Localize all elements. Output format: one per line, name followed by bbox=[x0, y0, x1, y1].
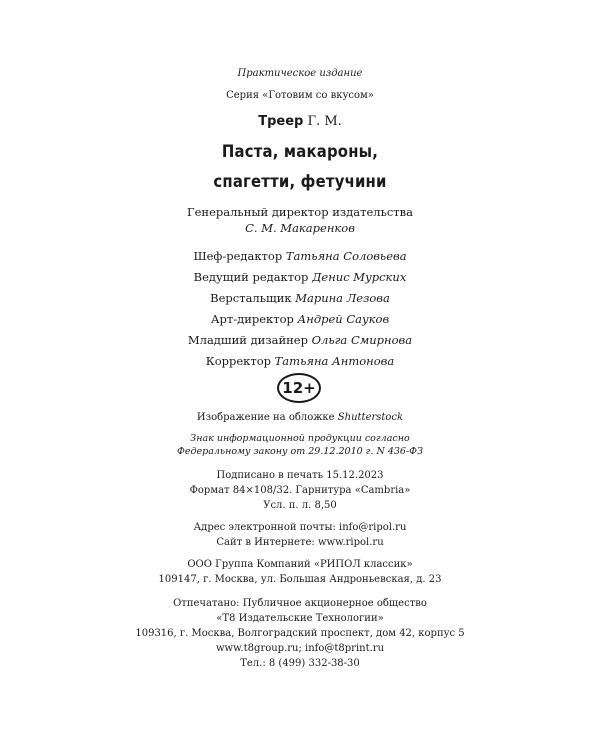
printer-line-1: Отпечатано: Публичное акционерное общество bbox=[173, 598, 427, 609]
edition-type: Практическое издание bbox=[237, 68, 363, 79]
staff-name: Ольга Смирнова bbox=[311, 333, 413, 347]
contact-website: Сайт в Интернете: www.ripol.ru bbox=[216, 537, 384, 548]
staff-row bbox=[0, 291, 600, 305]
print-sheets: Усл. п. л. 8,50 bbox=[263, 500, 337, 511]
series-name: Серия «Готовим со вкусом» bbox=[226, 90, 374, 101]
author-line bbox=[0, 114, 600, 129]
staff-role: Ведущий редактор bbox=[193, 270, 309, 284]
cover-image-label: Изображение на обложке bbox=[196, 412, 335, 423]
publisher-address: 109147, г. Москва, ул. Большая Андроньевская, д. 23 bbox=[158, 574, 442, 585]
book-title-line-1: Паста, макароны, bbox=[221, 142, 379, 161]
staff-name: Андрей Сауков bbox=[297, 312, 390, 326]
author-initials: Г. М. bbox=[307, 114, 342, 129]
staff-name: Денис Мурских bbox=[312, 270, 407, 284]
staff-role: Верстальщик bbox=[210, 291, 292, 305]
staff-row bbox=[0, 270, 600, 284]
info-notice-line-1: Знак информационной продукции согласно bbox=[190, 433, 410, 444]
cover-image-credit bbox=[0, 412, 600, 423]
publisher-name: ООО Группа Компаний «РИПОЛ классик» bbox=[187, 559, 413, 570]
director-role: Генеральный директор издательства bbox=[187, 205, 413, 219]
print-signed-date: Подписано в печать 15.12.2023 bbox=[216, 470, 384, 481]
staff-row bbox=[0, 249, 600, 263]
print-format: Формат 84×108/32. Гарнитура «Cambria» bbox=[189, 485, 411, 496]
info-notice-line-2: Федеральному закону от 29.12.2010 г. N 436-ФЗ bbox=[176, 446, 423, 457]
cover-image-source: Shutterstock bbox=[337, 412, 404, 423]
author-surname: Треер bbox=[258, 114, 304, 129]
contact-email: Адрес электронной почты: info@ripol.ru bbox=[193, 522, 407, 533]
book-title-line-2: спагетти, фетучини bbox=[213, 172, 387, 191]
staff-role: Корректор bbox=[205, 354, 271, 368]
staff-role: Шеф-редактор bbox=[193, 249, 283, 263]
staff-role: Арт-директор bbox=[210, 312, 294, 326]
staff-name: Марина Лезова bbox=[295, 291, 390, 305]
printer-phone: Тел.: 8 (499) 332-38-30 bbox=[240, 658, 360, 669]
age-rating-badge: 12+ bbox=[277, 373, 321, 403]
printer-line-2: «Т8 Издательские Технологии» bbox=[216, 613, 384, 624]
director-name: С. М. Макаренков bbox=[245, 221, 355, 235]
printer-address: 109316, г. Москва, Волгоградский проспект, дом 42, корпус 5 bbox=[135, 628, 465, 639]
printer-web: www.t8group.ru; info@t8print.ru bbox=[215, 643, 385, 654]
staff-row bbox=[0, 312, 600, 326]
staff-role: Младший дизайнер bbox=[187, 333, 308, 347]
staff-row bbox=[0, 333, 600, 347]
staff-name: Татьяна Соловьева bbox=[285, 249, 407, 263]
staff-row bbox=[0, 354, 600, 368]
staff-name: Татьяна Антонова bbox=[274, 354, 395, 368]
